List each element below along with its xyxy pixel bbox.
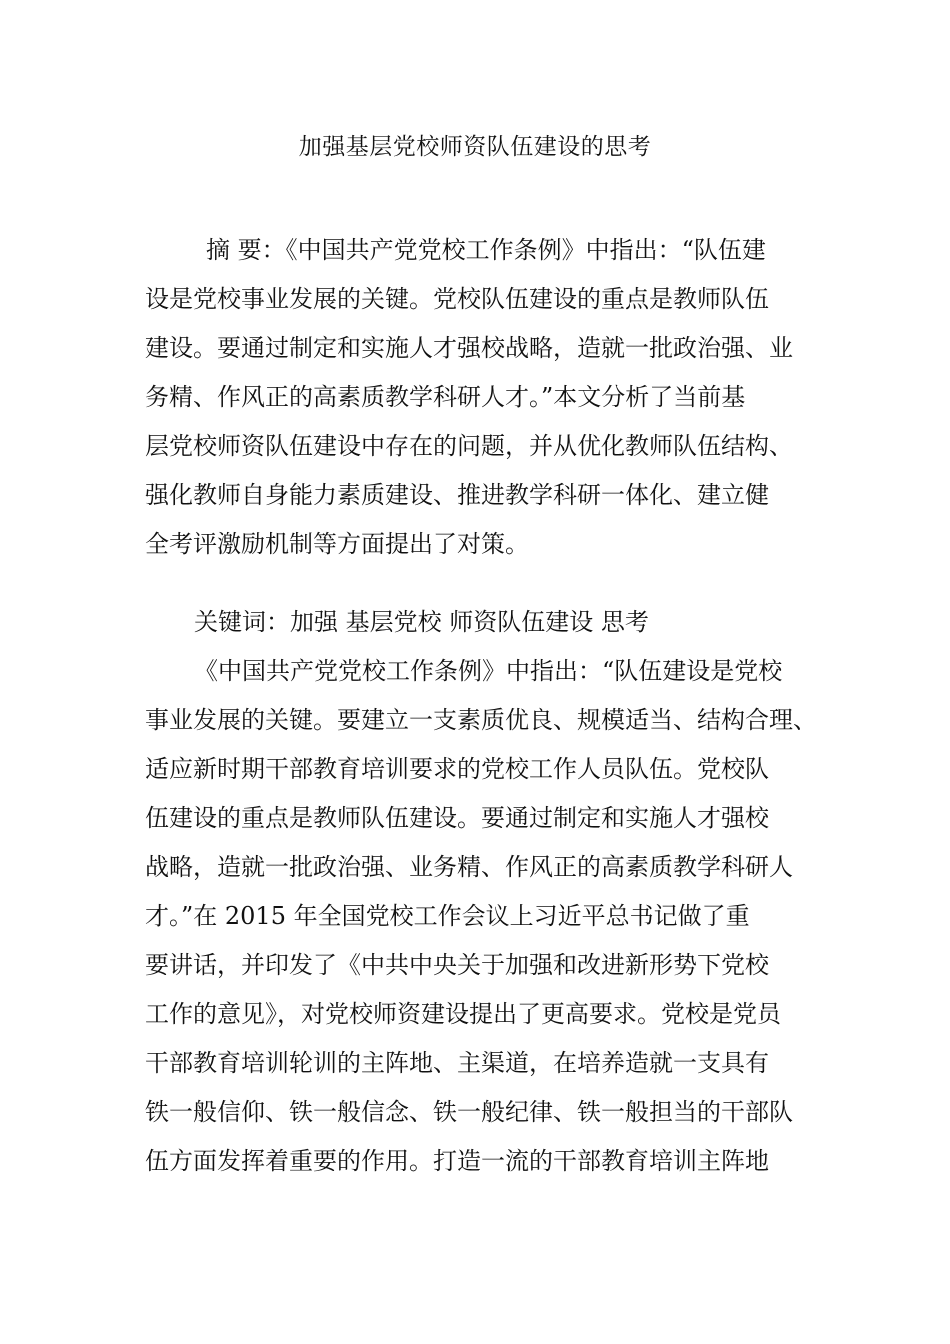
body-line: 工作的意见》，对党校师资建设提出了更高要求。党校是党员 bbox=[145, 1000, 781, 1028]
body-line: 适应新时期干部教育培训要求的党校工作人员队伍。党校队 bbox=[145, 755, 769, 783]
abstract-line: 设是党校事业发展的关键。党校队伍建设的重点是教师队伍 bbox=[145, 285, 769, 313]
abstract-line: 全考评激励机制等方面提出了对策。 bbox=[145, 530, 529, 558]
body-line: 战略，造就一批政治强、业务精、作风正的高素质教学科研人 bbox=[145, 853, 793, 881]
abstract-line: 务精、作风正的高素质教学科研人才。”本文分析了当前基 bbox=[145, 383, 746, 411]
body-line: 《中国共产党党校工作条例》中指出：“队伍建设是党校 bbox=[194, 657, 783, 685]
abstract-line: 强化教师自身能力素质建设、推进教学科研一体化、建立健 bbox=[145, 481, 769, 509]
body-line: 事业发展的关键。要建立一支素质优良、规模适当、结构合理、 bbox=[145, 706, 817, 734]
body-line: 要讲话，并印发了《中共中央关于加强和改进新形势下党校 bbox=[145, 951, 769, 979]
abstract-line: 层党校师资队伍建设中存在的问题，并从优化教师队伍结构、 bbox=[145, 432, 793, 460]
document-title: 加强基层党校师资队伍建设的思考 bbox=[298, 134, 652, 160]
keywords-line: 关键词：加强 基层党校 师资队伍建设 思考 bbox=[194, 608, 649, 636]
body-line: 伍方面发挥着重要的作用。打造一流的干部教育培训主阵地 bbox=[145, 1147, 769, 1175]
body-line: 才。”在 2015 年全国党校工作会议上习近平总书记做了重 bbox=[145, 902, 750, 930]
body-line: 铁一般信仰、铁一般信念、铁一般纪律、铁一般担当的干部队 bbox=[145, 1098, 793, 1126]
body-line: 伍建设的重点是教师队伍建设。要通过制定和实施人才强校 bbox=[145, 804, 769, 832]
abstract-line: 建设。要通过制定和实施人才强校战略，造就一批政治强、业 bbox=[145, 334, 793, 362]
body-line: 干部教育培训轮训的主阵地、主渠道，在培养造就一支具有 bbox=[145, 1049, 769, 1077]
abstract-line: 摘 要：《中国共产党党校工作条例》中指出：“队伍建 bbox=[206, 236, 766, 264]
